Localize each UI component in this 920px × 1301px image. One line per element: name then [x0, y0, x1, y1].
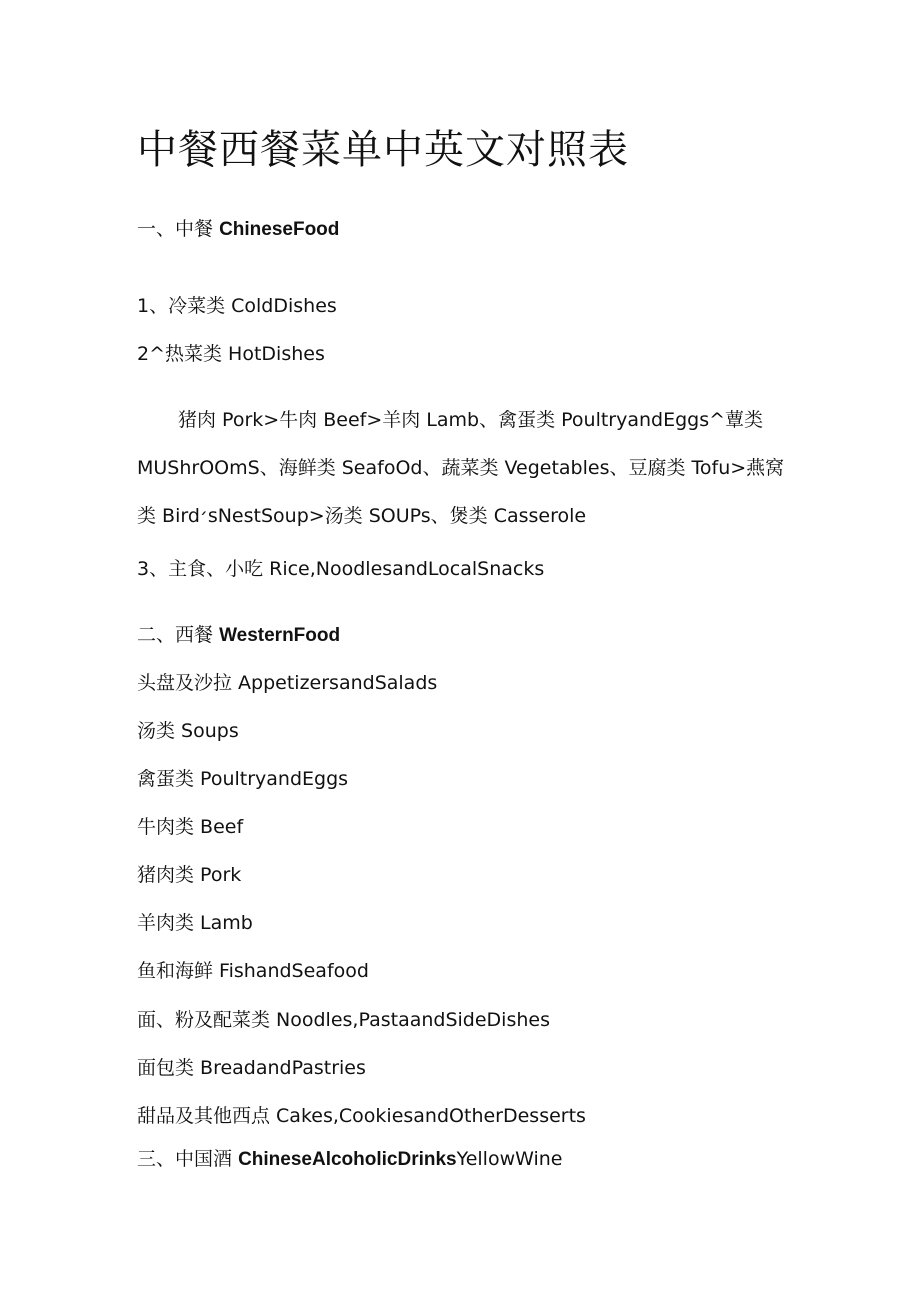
- section-heading-western-food: [137, 626, 340, 645]
- section-heading-chinese-food: [137, 220, 339, 239]
- section-heading-cn: 三、中国酒: [137, 1148, 233, 1170]
- section-heading-tail: YellowWine: [456, 1148, 563, 1170]
- list-item: 2^热菜类 HotDishes: [137, 343, 325, 365]
- paragraph-line: MUShrOOmS、海鲜类 SeafoOd、蔬菜类 Vegetables、豆腐类 Tofu>燕窝: [137, 457, 785, 479]
- section-heading-en: ChineseAlcoholicDrinks: [238, 1149, 457, 1170]
- section-heading-en: ChineseFood: [219, 219, 340, 240]
- section-heading-chinese-drinks: [137, 1150, 563, 1169]
- list-item: 面、粉及配菜类 Noodles,PastaandSideDishes: [137, 1009, 550, 1031]
- section-heading-cn: 二、西餐: [137, 624, 214, 646]
- paragraph-line: 类 Bird׳sNestSoup>汤类 SOUPs、煲类 Casserole: [137, 505, 587, 527]
- list-item: 鱼和海鲜 FishandSeafood: [137, 960, 369, 982]
- list-item: 牛肉类 Beef: [137, 816, 244, 838]
- list-item: 羊肉类 Lamb: [137, 912, 253, 934]
- list-item: 1、冷菜类 ColdDishes: [137, 295, 337, 317]
- section-heading-en: WesternFood: [219, 625, 341, 646]
- paragraph-line: 猪肉 Pork>牛肉 Beef>羊肉 Lamb、禽蛋类 PoultryandEggs^蕈类: [178, 409, 764, 431]
- list-item: 头盘及沙拉 AppetizersandSalads: [137, 672, 438, 694]
- list-item: 甜品及其他西点 Cakes,CookiesandOtherDesserts: [137, 1105, 586, 1127]
- list-item: 3、主食、小吃 Rice,NoodlesandLocalSnacks: [137, 558, 545, 580]
- list-item: 面包类 BreadandPastries: [137, 1057, 366, 1079]
- list-item: 禽蛋类 PoultryandEggs: [137, 768, 349, 790]
- list-item: 汤类 Soups: [137, 720, 239, 742]
- page-title: 中餐西餐菜单中英文对照表: [137, 127, 629, 173]
- list-item: 猪肉类 Pork: [137, 864, 242, 886]
- section-heading-cn: 一、中餐: [137, 218, 214, 240]
